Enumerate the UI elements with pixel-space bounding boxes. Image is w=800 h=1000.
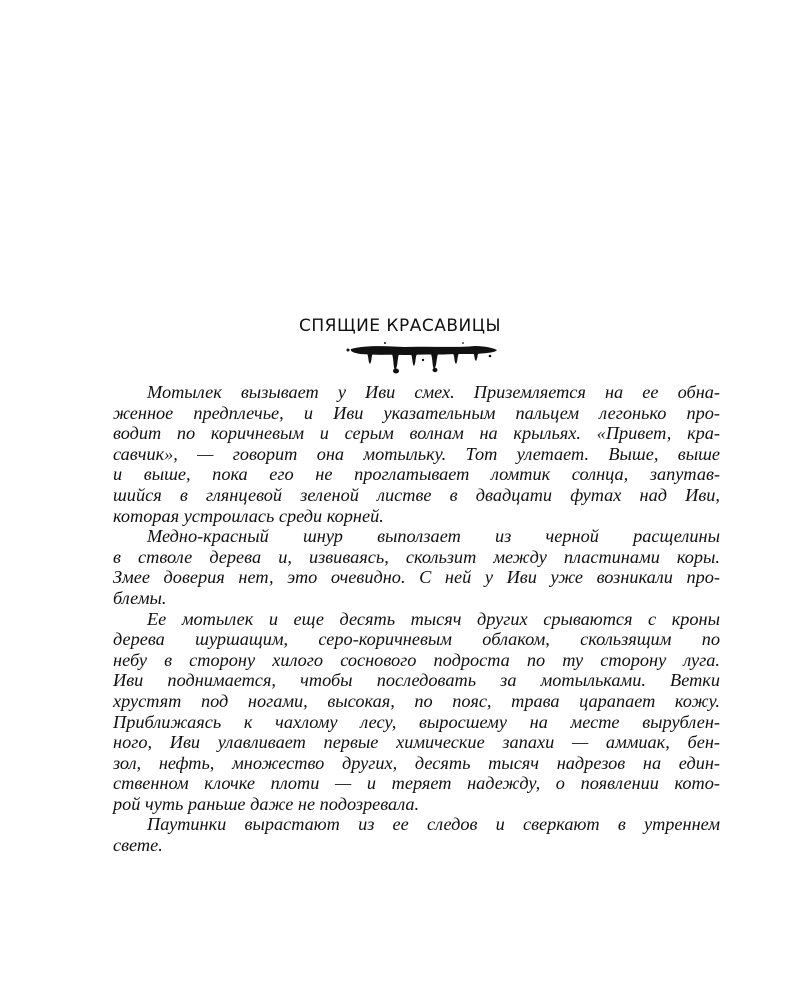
text-line: Приближаясь к чахлому лесу, выросшему на месте вырублен-	[113, 711, 720, 732]
dripping-ink-ornament-icon	[345, 340, 500, 374]
text-line: савчик», — говорит она мотыльку. Тот улетает. Выше, выше	[113, 443, 720, 464]
text-line: хрустят под ногами, высокая, по пояс, трава царапает кожу.	[113, 690, 720, 711]
text-line: Змее доверия нет, это очевидно. С ней у Иви уже возникали про-	[113, 567, 720, 588]
text-line: Ее мотылек и еще десять тысяч других срываются с кроны	[147, 608, 720, 629]
text-line: Иви поднимается, чтобы последовать за мотыльками. Ветки	[113, 670, 720, 691]
text-line: которая устроилась среди корней.	[113, 505, 384, 526]
text-line: Медно-красный шнур выползает из черной расщелины	[147, 526, 720, 547]
text-line: Мотылек вызывает у Иви смех. Приземляется на ее обна-	[147, 382, 720, 402]
text-line: водит по коричневым и серым волнам на крыльях. «Привет, кра-	[113, 423, 720, 444]
text-line: блемы.	[113, 587, 167, 608]
text-line: и выше, пока его не проглатывает ломтик солнца, запутав-	[113, 464, 720, 485]
text-line: в стволе дерева и, извиваясь, скользит между пластинами коры.	[113, 546, 720, 567]
text-line: дерева шуршащим, серо-коричневым облаком, скользящим по	[113, 629, 720, 650]
text-line: ственном клочке плоти — и теряет надежду, о появлении кото-	[113, 773, 720, 794]
text-line: ного, Иви улавливает первые химические запахи — аммиак, бен-	[113, 732, 720, 753]
text-line: шийся в глянцевой зеленой листве в двадцати футах над Иви,	[113, 484, 720, 505]
text-line: женное предплечье, и Иви указательным пальцем легонько про-	[113, 402, 720, 423]
text-line: Паутинки вырастают из ее следов и сверкают в утреннем	[147, 814, 720, 835]
text-line: рой чуть раньше даже не подозревала.	[113, 793, 420, 814]
text-line: свете.	[113, 835, 163, 856]
text-line: небу в сторону хилого соснового подроста по ту сторону луга.	[113, 649, 720, 670]
chapter-title: СПЯЩИЕ КРАСАВИЦЫ	[299, 316, 501, 336]
text-line: зол, нефть, множество других, десять тысяч надрезов на един-	[113, 752, 720, 773]
chapter-text	[113, 382, 720, 856]
